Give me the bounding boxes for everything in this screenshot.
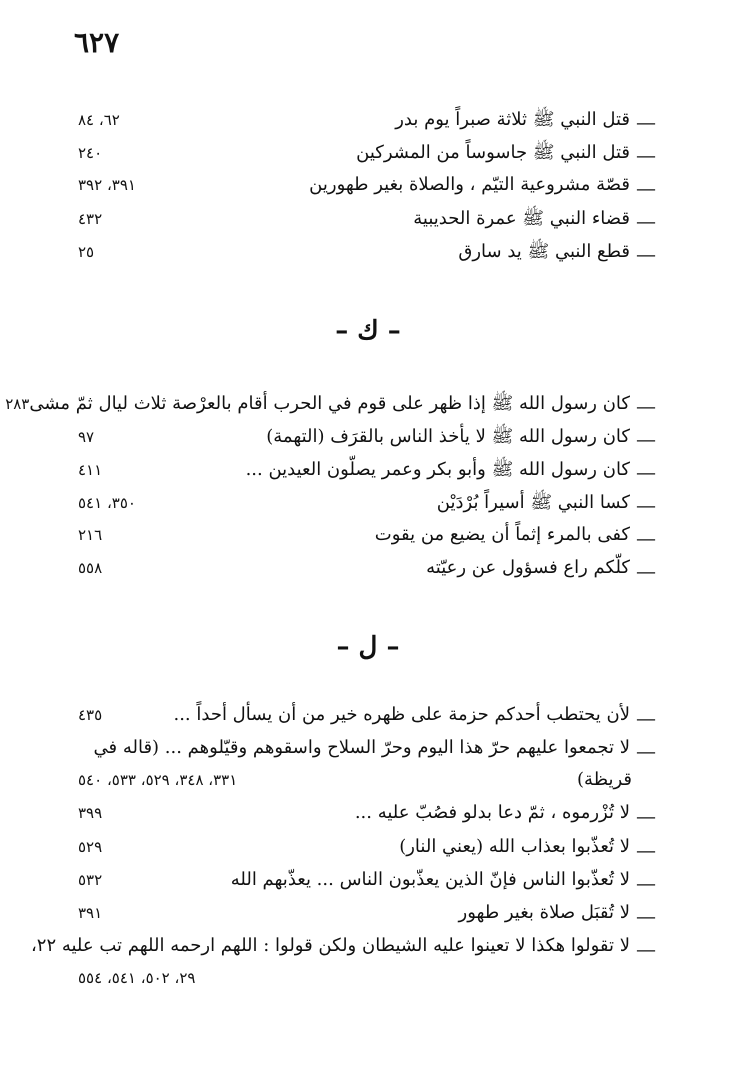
index-entry xyxy=(78,524,634,554)
index-entry xyxy=(78,458,634,488)
entry-refs: ٥٥٨ xyxy=(78,559,103,577)
entry-text: لا تُقبَل صلاة بغير طهور xyxy=(458,902,630,923)
entry-text: قصّة مشروعية التيّم ، والصلاة بغير طهورين xyxy=(309,174,630,195)
entry-dash: — xyxy=(636,739,656,763)
entry-text: كان رسول الله ﷺ لا يأخذ الناس بالقرَف (التهمة) xyxy=(266,426,630,447)
index-entry xyxy=(78,802,634,832)
entry-dash: — xyxy=(636,526,656,550)
index-entry xyxy=(78,207,634,237)
entry-text: كسا النبي ﷺ أسيراً بُرْدَيْن xyxy=(436,492,630,513)
entry-text: قريظة) xyxy=(577,769,632,790)
entry-text: قطع النبي ﷺ يد سارق xyxy=(458,241,630,262)
entry-dash: — xyxy=(636,559,656,583)
entry-refs: ٤١١ xyxy=(78,461,103,479)
entry-text: كلّكم راع فسؤول عن رعيّته xyxy=(426,557,630,578)
entry-text: لأن يحتطب أحدكم حزمة على ظهره خير من أن يسأل أحداً ... xyxy=(173,704,630,725)
entry-dash: — xyxy=(636,176,656,200)
entry-refs: ٢١٦ xyxy=(78,526,103,544)
entry-dash: — xyxy=(636,143,656,167)
entry-text: قتل النبي ﷺ ثلاثة صبراً يوم بدر xyxy=(395,109,630,130)
index-entry xyxy=(78,836,634,866)
entry-refs: ٢٨٣ xyxy=(5,395,30,413)
entry-refs: ٣٩٩ xyxy=(78,804,103,822)
entry-refs: ٣٣١، ٣٤٨، ٥٢٩، ٥٣٣، ٥٤٠ xyxy=(78,771,238,789)
index-entry-continued xyxy=(78,969,636,999)
entry-refs: ٥٢٩ xyxy=(78,838,103,856)
entry-refs: ٤٣٢ xyxy=(78,210,103,228)
entry-dash: — xyxy=(636,394,656,418)
index-entry xyxy=(78,737,634,767)
section-heading-lam: – ل – xyxy=(336,632,400,662)
entry-refs: ٢٤٠ xyxy=(78,144,103,162)
entry-text: لا تجمعوا عليهم حرّ هذا اليوم وحرّ السلاح واسقوهم وقيّلوهم ... (قاله في xyxy=(93,737,630,758)
entry-dash: — xyxy=(636,242,656,266)
section-heading-kaf: – ك – xyxy=(335,316,401,346)
index-entry xyxy=(78,240,634,270)
index-entry-continued xyxy=(78,769,636,799)
entry-text: لا تُزْرموه ، ثمّ دعا بدلو فصُبّ عليه ... xyxy=(354,802,630,823)
index-entry xyxy=(78,491,634,521)
index-entry xyxy=(78,557,634,587)
entry-text: كفى بالمرء إثماً أن يضيع من يقوت xyxy=(374,524,630,545)
entry-text: قضاء النبي ﷺ عمرة الحديبية xyxy=(413,208,630,229)
entry-dash: — xyxy=(636,937,656,961)
index-entry xyxy=(78,108,634,138)
index-entry xyxy=(78,425,634,455)
index-entry xyxy=(78,141,634,171)
entry-text: لا تُعذّبوا الناس فإنّ الذين يعذّبون الناس ... يعذّبهم الله xyxy=(230,869,630,890)
entry-text: كان رسول الله ﷺ إذا ظهر على قوم في الحرب أقام بالعرْصة ثلاث ليال ثمّ مشى xyxy=(29,393,630,414)
index-entry xyxy=(78,869,634,899)
entry-text: لا تقولوا هكذا لا تعينوا عليه الشيطان ولكن قولوا : اللهم ارحمه اللهم تب عليه ٢٢، xyxy=(30,935,630,956)
page-number: ٦٢٧ xyxy=(74,26,120,59)
index-entry xyxy=(5,392,634,422)
entry-refs: ٩٧ xyxy=(78,428,95,446)
index-entry xyxy=(30,935,634,965)
entry-refs: ٣٩١ xyxy=(78,904,103,922)
index-entry xyxy=(78,174,634,204)
entry-dash: — xyxy=(636,804,656,828)
entry-refs: ٢٥ xyxy=(78,243,95,261)
entry-text: قتل النبي ﷺ جاسوساً من المشركين xyxy=(356,142,630,163)
entry-dash: — xyxy=(636,838,656,862)
entry-refs: ٥٣٢ xyxy=(78,871,103,889)
entry-dash: — xyxy=(636,460,656,484)
index-entry xyxy=(78,902,634,932)
entry-text: كان رسول الله ﷺ وأبو بكر وعمر يصلّون العيدين ... xyxy=(245,459,630,480)
entry-dash: — xyxy=(636,904,656,928)
entry-refs: ٦٢، ٨٤ xyxy=(78,111,120,129)
entry-dash: — xyxy=(636,209,656,233)
entry-dash: — xyxy=(636,871,656,895)
entry-dash: — xyxy=(636,706,656,730)
entry-refs: ٣٥٠، ٥٤١ xyxy=(78,494,136,512)
entry-dash: — xyxy=(636,493,656,517)
entry-dash: — xyxy=(636,427,656,451)
entry-refs: ٣٩١، ٣٩٢ xyxy=(78,176,136,194)
entry-refs: ٢٩، ٥٠٢، ٥٤١، ٥٥٤ xyxy=(78,969,196,987)
index-entry xyxy=(78,704,634,734)
entry-text: لا تُعذّبوا بعذاب الله (يعني النار) xyxy=(399,836,630,857)
entry-dash: — xyxy=(636,110,656,134)
entry-refs: ٤٣٥ xyxy=(78,706,103,724)
